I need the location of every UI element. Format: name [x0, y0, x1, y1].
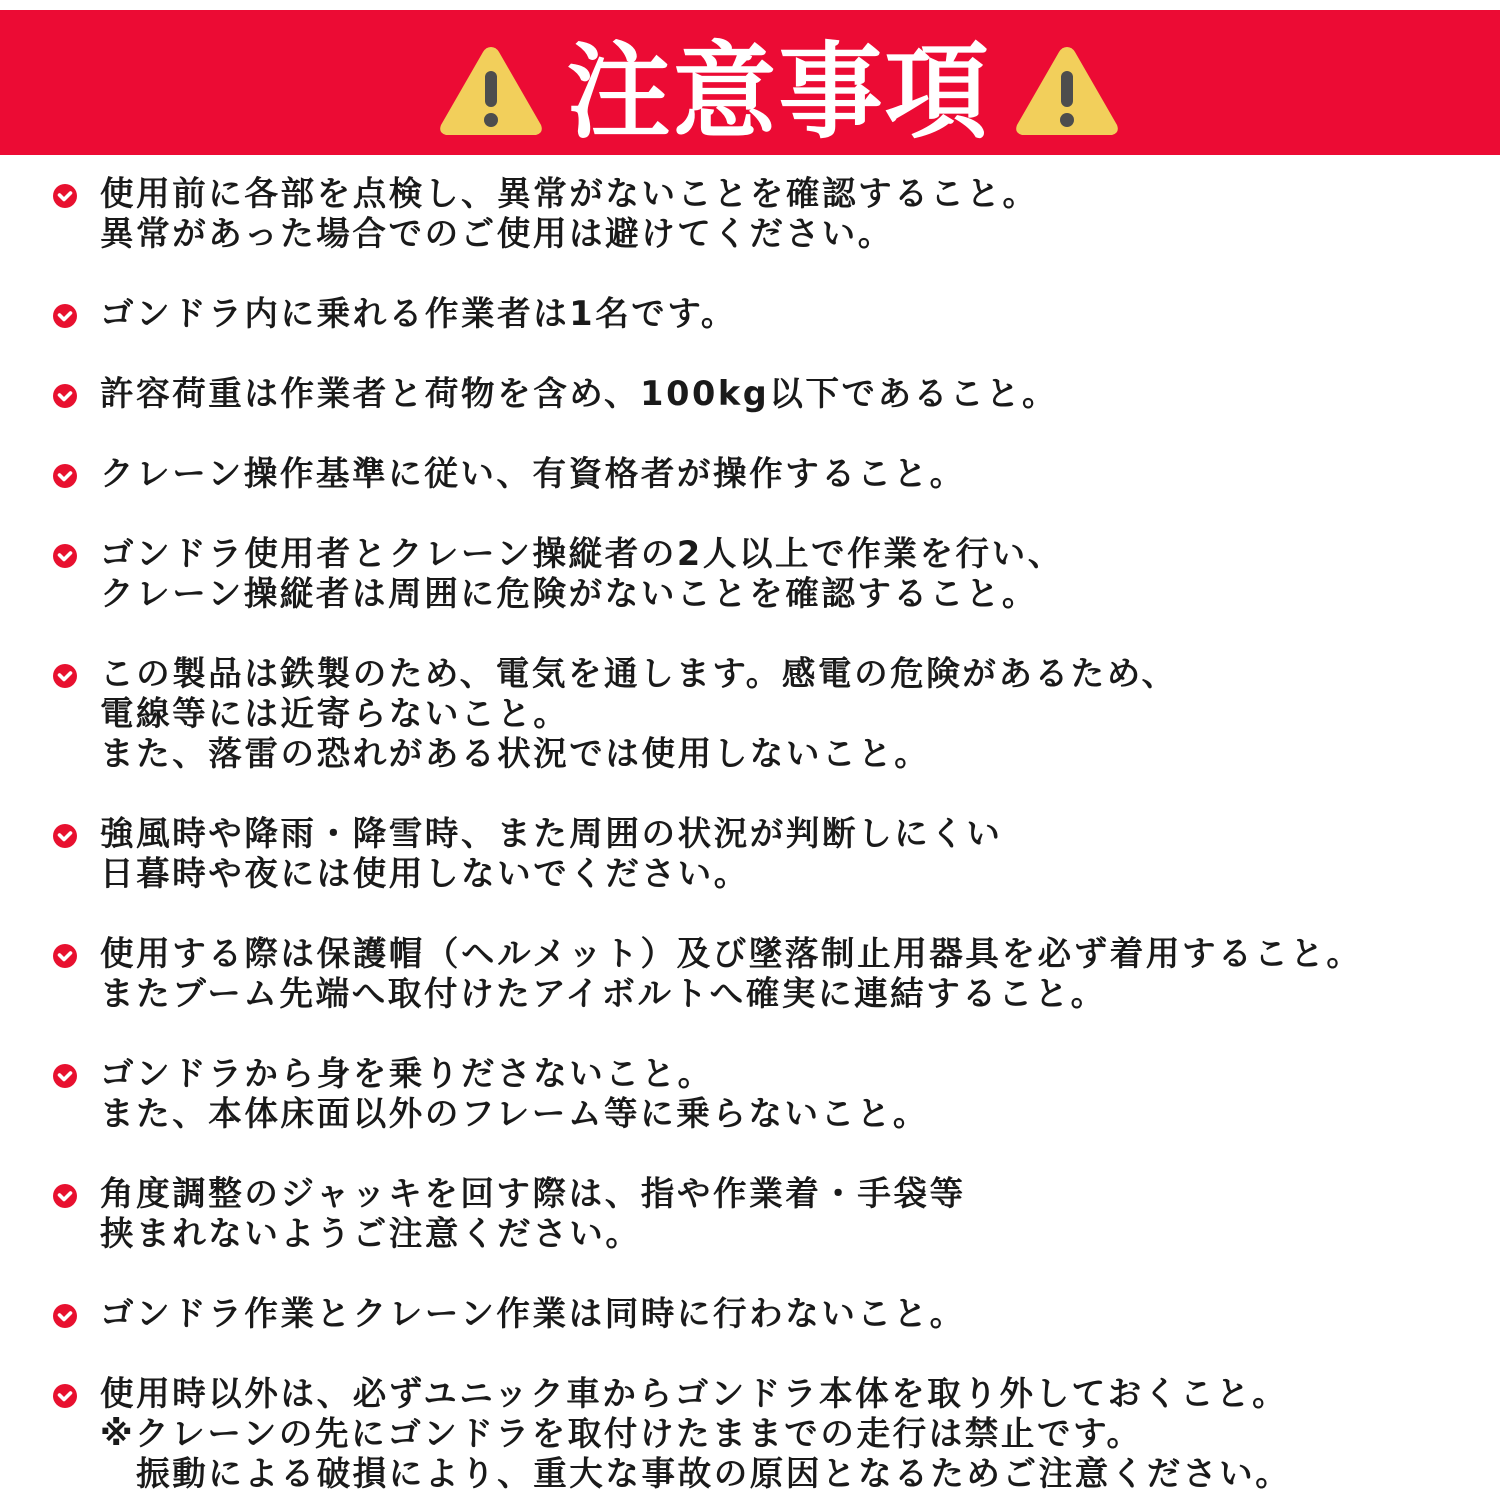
notice-text [100, 1054, 929, 1134]
check-circle-icon [52, 1303, 78, 1329]
notice-line: ゴンドラ内に乗れる作業者は1名です。 [100, 294, 737, 333]
notice-text [100, 1174, 966, 1254]
check-circle-icon [52, 1383, 78, 1409]
notice-line: 角度調整のジャッキを回す際は、指や作業着・手袋等 [100, 1174, 966, 1213]
notice-text [100, 174, 1039, 254]
notice-text [100, 534, 1064, 614]
notice-line: 強風時や降雨・降雪時、また周囲の状況が判断しにくい [100, 814, 1003, 853]
notice-line: 日暮時や夜には使用しないでください。 [100, 854, 750, 893]
notice-text [100, 934, 1363, 1014]
notice-line: ゴンドラ使用者とクレーン操縦者の2人以上で作業を行い、 [100, 534, 1064, 573]
notice-text [100, 814, 1003, 894]
notice-text [100, 374, 1058, 414]
check-circle-icon [52, 543, 78, 569]
notice-line: 電線等には近寄らないこと。 [100, 694, 570, 733]
check-circle-icon [52, 1063, 78, 1089]
notice-text [100, 1294, 966, 1334]
check-circle-icon [52, 303, 78, 329]
notice-text [100, 654, 1178, 774]
check-circle-icon [52, 663, 78, 689]
notice-line: またブーム先端へ取付けたアイボルトへ確実に連結すること。 [100, 974, 1107, 1013]
notice-line: ゴンドラから身を乗りださないこと。 [100, 1054, 714, 1093]
check-circle-icon [52, 383, 78, 409]
notice-text [100, 1374, 1291, 1494]
notice-text [100, 294, 737, 334]
check-circle-icon [52, 183, 78, 209]
notice-line: また、落雷の恐れがある状況では使用しないこと。 [100, 734, 931, 773]
notice-line: また、本体床面以外のフレーム等に乗らないこと。 [100, 1094, 929, 1133]
notice-line: クレーン操縦者は周囲に危険がないことを確認すること。 [100, 574, 1038, 613]
check-circle-icon [52, 823, 78, 849]
check-circle-icon [52, 463, 78, 489]
check-circle-icon [52, 1183, 78, 1209]
notice-line: 使用時以外は、必ずユニック車からゴンドラ本体を取り外しておくこと。 [100, 1374, 1289, 1413]
check-circle-icon [52, 943, 78, 969]
warning-icon [1012, 41, 1122, 141]
notice-line: ※クレーンの先にゴンドラを取付けたままでの走行は禁止です。 [100, 1414, 1143, 1453]
notice-line: 使用前に各部を点検し、異常がないことを確認すること。 [100, 174, 1039, 213]
notice-line: この製品は鉄製のため、電気を通します。感電の危険があるため、 [100, 654, 1178, 693]
notice-text [100, 454, 966, 494]
notice-line: クレーン操作基準に従い、有資格者が操作すること。 [100, 454, 966, 493]
notice-line: 許容荷重は作業者と荷物を含め、100kg以下であること。 [100, 374, 1059, 413]
header-banner [0, 10, 1500, 155]
notice-line: ゴンドラ作業とクレーン作業は同時に行わないこと。 [100, 1294, 966, 1333]
notice-line: 異常があった場合でのご使用は避けてください。 [100, 214, 894, 253]
page-title: 注意事項 [566, 31, 991, 153]
warning-icon [436, 41, 546, 141]
notice-line: 挟まれないようご注意ください。 [100, 1214, 642, 1253]
notice-line: 使用する際は保護帽（ヘルメット）及び墜落制止用器具を必ず着用すること。 [100, 934, 1363, 973]
notice-line: 振動による破損により、重大な事故の原因となるためご注意ください。 [100, 1454, 1292, 1493]
